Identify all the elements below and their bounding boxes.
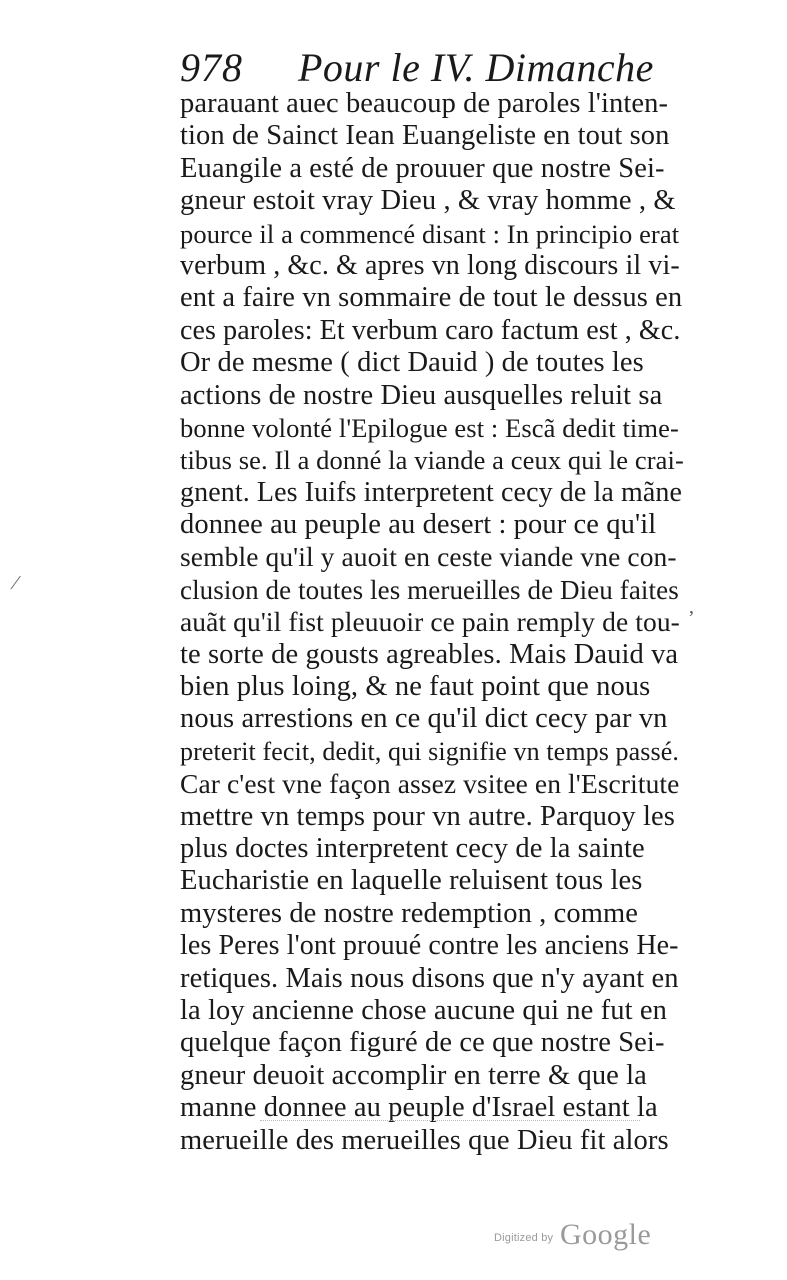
text-line: plus doctes interpretent cecy de la sainte [180, 832, 645, 864]
digitization-watermark [494, 1218, 664, 1258]
body-text [180, 88, 685, 1157]
text-line: gnent. Les Iuifs interpretent cecy de la mãne [180, 476, 683, 508]
text-line: les Peres l'ont prouué contre les anciens He- [180, 930, 679, 962]
text-line: verbum , &c. & apres vn long discours il vi- [180, 249, 680, 281]
text-line: parauant auec beaucoup de paroles l'inten- [180, 88, 669, 119]
text-line: nous arrestions en ce qu'il dict cecy par vn [180, 703, 668, 735]
watermark-prefix: Digitized by [494, 1232, 554, 1244]
text-line: pource il a commencé disant : In principio erat [180, 218, 680, 249]
text-line: quelque façon figuré de ce que nostre Sei- [180, 1027, 665, 1059]
text-line: Euangile a esté de prouuer que nostre Sei- [180, 152, 665, 184]
text-line: bonne volonté l'Epilogue est : Escã dedit time- [180, 412, 679, 443]
text-line: ent a faire vn sommaire de tout le dessus en [180, 282, 683, 314]
text-line: auãt qu'il fist pleuuoir ce pain remply de tou- [180, 606, 680, 638]
running-title: Pour le IV. Dimanche [298, 45, 654, 90]
text-line: tibus se. Il a donné la viande a ceux qui le crai- [180, 445, 684, 476]
bleed-through [260, 1120, 640, 1123]
margin-mark: ‚ [688, 596, 695, 618]
text-line: mettre vn temps pour vn autre. Parquoy les [180, 800, 675, 832]
text-line: retiques. Mais nous disons que n'y ayant en [180, 962, 679, 994]
text-line: Eucharistie en laquelle reluisent tous les [180, 865, 643, 897]
page-number: 978 [180, 45, 243, 90]
text-line: merueille des merueilles que Dieu fit alors [180, 1124, 669, 1156]
text-line: te sorte de gousts agreables. Mais Dauid va [180, 638, 679, 670]
text-line: clusion de toutes les merueilles de Dieu faites [180, 574, 679, 605]
google-logo: Google [560, 1218, 652, 1251]
text-line: Car c'est vne façon assez vsitee en l'Escritute [180, 768, 680, 800]
text-line: preterit fecit, dedit, qui signifie vn temps passé. [180, 736, 679, 766]
text-line: donnee au peuple au desert : pour ce qu'il [180, 509, 657, 541]
text-line: bien plus loing, & ne faut point que nous [180, 671, 651, 703]
text-line: Or de mesme ( dict Dauid ) de toutes les [180, 347, 644, 379]
text-line: gneur deuoit accomplir en terre & que la [180, 1059, 647, 1091]
text-line: tion de Sainct Iean Euangeliste en tout son [180, 120, 670, 152]
margin-mark: ⁄ [14, 572, 18, 594]
text-line: semble qu'il y auoit en ceste viande vne con- [180, 541, 677, 573]
text-line: ces paroles: Et verbum caro factum est , &c. [180, 314, 681, 346]
text-line: gneur estoit vray Dieu , & vray homme , & [180, 185, 676, 217]
text-line: actions de nostre Dieu ausquelles reluit sa [180, 379, 663, 411]
page-header [180, 44, 690, 94]
text-line: manne donnee au peuple d'Israel estant la [180, 1092, 658, 1124]
text-line: la loy ancienne chose aucune qui ne fut en [180, 994, 667, 1026]
text-line: mysteres de nostre redemption , comme [180, 897, 638, 929]
